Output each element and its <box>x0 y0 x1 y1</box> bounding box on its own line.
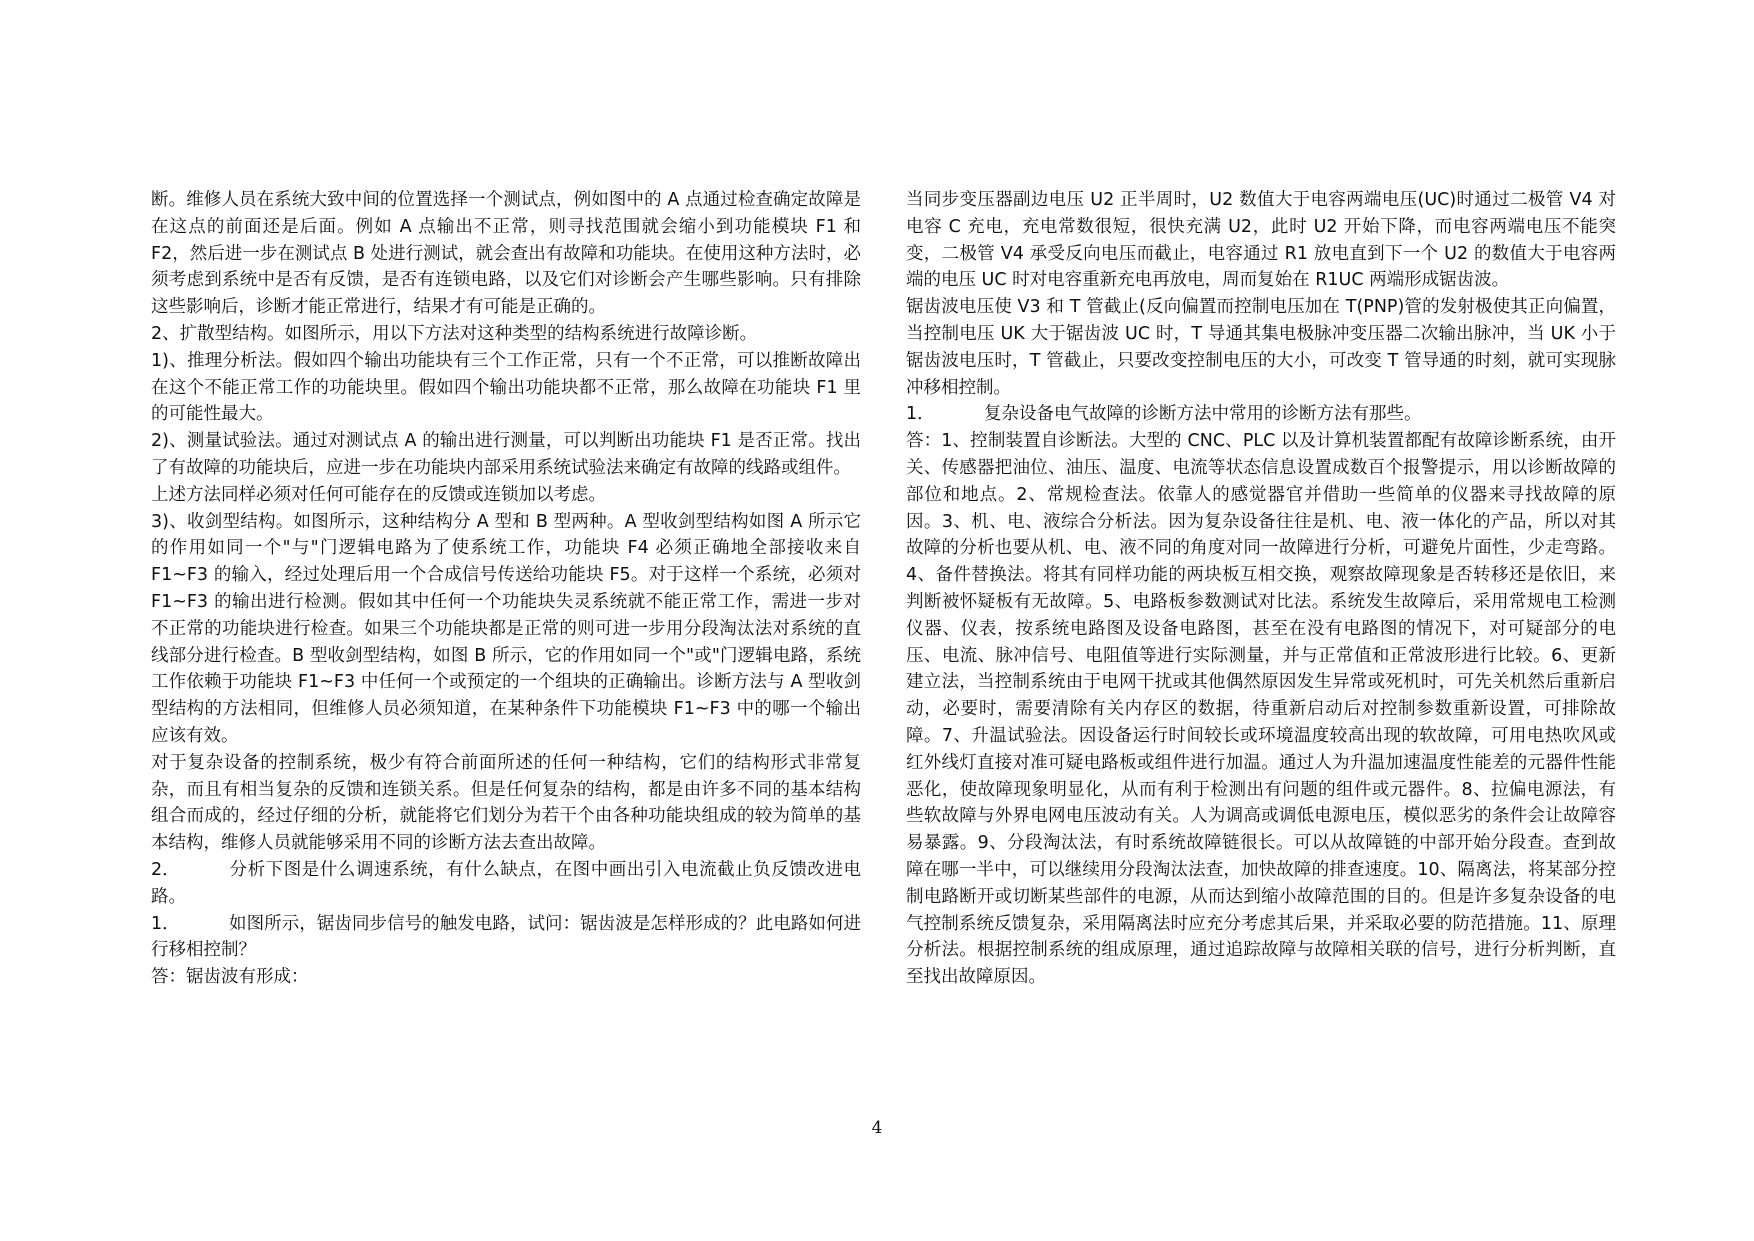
question-sawtooth-trigger <box>151 911 861 965</box>
question-text: 复杂设备电气故障的诊断方法中常用的诊断方法有那些。 <box>984 404 1422 425</box>
paragraph-sawtooth-formation: 当同步变压器副边电压 U2 正半周时，U2 数值大于电容两端电压(UC)时通过二极管 V4 对电容 C 充电，充电常数很短，很快充满 U2，此时 U2 开始下降，而电容两端电压不能突变，二极管 V4 承受反向电压而截止，电容通过 R1 放电直到下一个 U2 的数值大于电容两端的电压 UC 时对电容重新充电再放电，周而复始在 R1UC 两端形成锯齿波。 <box>906 190 1616 291</box>
question-text: 如图所示，锯齿同步信号的触发电路，试问：锯齿波是怎样形成的？此电路如何进行移相控制？ <box>151 913 861 961</box>
answer-sawtooth-intro: 答：锯齿波有形成： <box>151 967 309 988</box>
question-number: 1． <box>906 404 935 425</box>
paragraph-convergent-structure: 3)、收剑型结构。如图所示，这种结构分 A 型和 B 型两种。A 型收剑型结构如图 A 所示它的作用如同一个"与"门逻辑电路为了使系统工作，功能块 F4 必须正确地全部接收来自 F1~F3 的输入，经过处理后用一个合成信号传送给功能块 F5。对于这样一个系统，必须对 F1~F3 的输出进行检测。假如其中任何一个功能块失灵系统就不能正常工作，需进一步对不正常的功能块进行检查。如果三个功能块都是正常的则可进一步用分段淘汰法对系统的直线部分进行检查。B 型收剑型结构，如图 B 所示，它的作用如同一个"或"门逻辑电路，系统工作依赖于功能块 F1~F3 中任何一个或预定的一个组块的正确输出。诊断方法与 A 型收剑型结构的方法相同，但维修人员必须知道，在某种条件下功能模块 F1~F3 中的哪一个输出应该有效。 <box>151 511 861 746</box>
paragraph-feedback-note: 上述方法同样必须对任何可能存在的反馈或连锁加以考虑。 <box>151 484 606 505</box>
question-text: 分析下图是什么调速系统，有什么缺点，在图中画出引入电流截止负反馈改进电路。 <box>151 859 861 907</box>
question-speed-control <box>151 857 861 911</box>
question-number: 2． <box>151 859 180 880</box>
right-column <box>906 187 1616 991</box>
paragraph-phase-shift-control: 锯齿波电压使 V3 和 T 管截止(反向偏置而控制电压加在 T(PNP)管的发射极使其正向偏置，当控制电压 UK 大于锯齿波 UC 时，T 导通其集电极脉冲变压器二次输出脉冲，当 UK 小于锯齿波电压时，T 管截止，只要改变控制电压的大小，可改变 T 管导通的时刻，就可实现脉冲移相控制。 <box>906 297 1616 398</box>
paragraph-complex-systems: 对于复杂设备的控制系统，极少有符合前面所述的任何一种结构，它们的结构形式非常复杂，而且有相当复杂的反馈和连锁关系。但是任何复杂的结构，都是由许多不同的基本结构组合而成的，经过仔细的分析，就能将它们划分为若干个由各种功能块组成的较为简单的基本结构，维修人员就能够采用不同的诊断方法去查出故障。 <box>151 752 861 854</box>
page-number: 4 <box>871 1118 883 1138</box>
paragraph-divergent-structure: 2、扩散型结构。如图所示，用以下方法对这种类型的结构系统进行故障诊断。 <box>151 323 758 344</box>
answer-diagnostic-methods: 答：1、控制装置自诊断法。大型的 CNC、PLC 以及计算机装置都配有故障诊断系统，由开关、传感器把油位、油压、温度、电流等状态信息设置成数百个报警提示，用以诊断故障的部位和地点。2、常规检查法。依靠人的感觉器官并借助一些简单的仪器来寻找故障的原因。3、机、电、液综合分析法。因为复杂设备往往是机、电、液一体化的产品，所以对其故障的分析也要从机、电、液不同的角度对同一故障进行分析，可避免片面性，少走弯路。4、备件替换法。将其有同样功能的两块板互相交换，观察故障现象是否转移还是依旧，来判断被怀疑板有无故障。5、电路板参数测试对比法。系统发生故障后，采用常规电工检测仪器、仪表，按系统电路图及设备电路图，甚至在没有电路图的情况下，对可疑部分的电压、电流、脉冲信号、电阻值等进行实际测量，并与正常值和正常波形进行比较。6、更新建立法，当控制系统由于电网干扰或其他偶然原因发生异常或死机时，可先关机然后重新启动，必要时，需要清除有关内存区的数据，待重新启动后对控制参数重新设置，可排除故障。7、升温试验法。因设备运行时间较长或环境温度较高出现的软故障，可用电热吹风或红外线灯直接对准可疑电路板或组件进行加温。通过人为升温加速温度性能差的元器件性能恶化，使故障现象明显化，从而有利于检测出有问题的组件或元器件。8、拉偏电源法，有些软故障与外界电网电压波动有关。人为调高或调低电源电压，模似恶劣的条件会让故障容易暴露。9、分段淘汰法，有时系统故障链很长。可以从故障链的中部开始分段查。查到故障在哪一半中，可以继续用分段淘汰法查，加快故障的排查速度。10、隔离法，将某部分控制电路断开或切断某些部件的电源，从而达到缩小故障范围的目的。但是许多复杂设备的电气控制系统反馈复杂，采用隔离法时应充分考虑其后果，并采取必要的防范措施。11、原理分析法。根据控制系统的组成原理，通过追踪故障与故障相关联的信号，进行分析判断，直至找出故障原因。 <box>906 431 1616 988</box>
paragraph-fault-isolation: 断。维修人员在系统大致中间的位置选择一个测试点，例如图中的 A 点通过检查确定故障是在这点的前面还是后面。例如 A 点输出不正常，则寻找范围就会缩小到功能模块 F1 和 F2，然后进一步在测试点 B 处进行测试，就会查出有故障和功能块。在使用这种方法时，必须考虑到系统中是否有反馈，是否有连锁电路，以及它们对诊断会产生哪些影响。只有排除这些影响后，诊断才能正常进行，结果才有可能是正确的。 <box>151 190 861 318</box>
question-diagnostic-methods <box>906 401 1616 428</box>
paragraph-inference-method: 1)、推理分析法。假如四个输出功能块有三个工作正常，只有一个不正常，可以推断故障出在这个不能正常工作的功能块里。假如四个输出功能块都不正常，那么故障在功能块 F1 里的可能性最大。 <box>151 350 861 425</box>
paragraph-measurement-method: 2)、测量试验法。通过对测试点 A 的输出进行测量，可以判断出功能块 F1 是否正常。找出了有故障的功能块后，应进一步在功能块内部采用系统试验法来确定有故障的线路或组件。 <box>151 431 861 478</box>
question-number: 1． <box>151 913 180 934</box>
left-column <box>151 187 861 991</box>
